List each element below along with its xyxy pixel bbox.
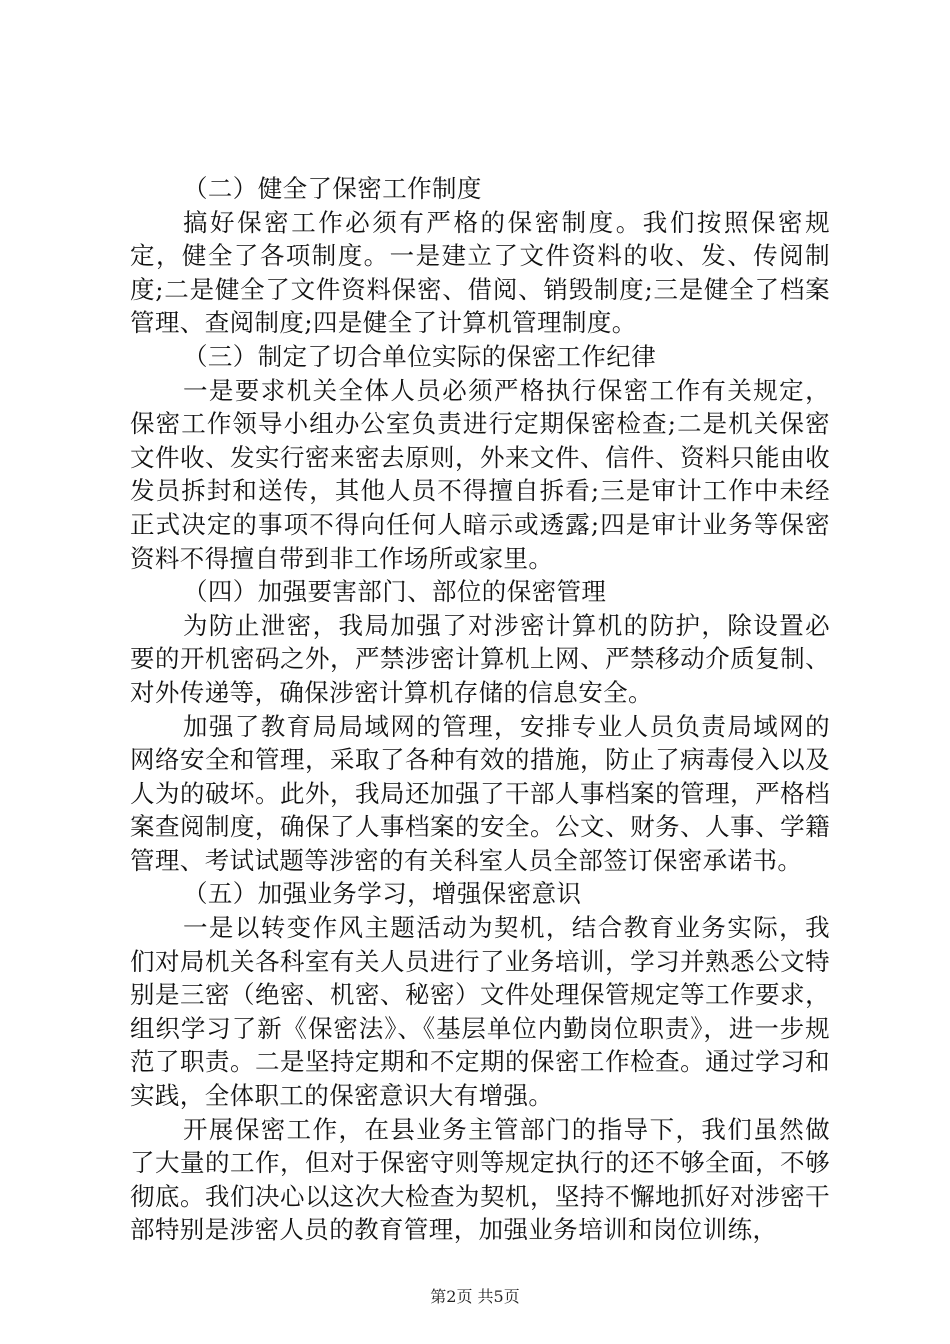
paragraph-training: 一是以转变作风主题活动为契机，结合教育业务实际，我们对局机关各科室有关人员进行了业务培训，学习并熟悉公文特别是三密（绝密、机密、秘密）文件处理保管规定等工作要求，组织学习了新《保密法》、《基层单位内勤岗位职责》，进一步规范了职责。二是坚持定期和不定期的保密工作检查。通过学习和实践，全体职工的保密意识大有增强。	[130, 913, 830, 1111]
paragraph-conclusion: 开展保密工作，在县业务主管部门的指导下，我们虽然做了大量的工作，但对于保密守则等规定执行的还不够全面，不够彻底。我们决心以这次大检查为契机，坚持不懈地抓好对涉密干部特别是涉密人员的教育管理，加强业务培训和岗位训练，	[130, 1114, 830, 1245]
section-heading-2: （二）健全了保密工作制度	[183, 174, 482, 203]
paragraph-computer-security: 为防止泄密，我局加强了对涉密计算机的防护，除设置必要的开机密码之外，严禁涉密计算机上网、严禁移动介质复制、对外传递等，确保涉密计算机存储的信息安全。	[130, 610, 830, 707]
paragraph-rules: 搞好保密工作必须有严格的保密制度。我们按照保密规定，健全了各项制度。一是建立了文件资料的收、发、传阅制度;二是健全了文件资料保密、借阅、销毁制度;三是健全了档案管理、查阅制度;四是健全了计算机管理制度。	[130, 207, 830, 338]
section-heading-4: （四）加强要害部门、部位的保密管理	[183, 577, 607, 607]
section-heading-3: （三）制定了切合单位实际的保密工作纪律	[183, 341, 657, 371]
paragraph-network-management: 加强了教育局局域网的管理，安排专业人员负责局域网的网络安全和管理，采取了各种有效的措施，防止了病毒侵入以及人为的破坏。此外，我局还加强了干部人事档案的管理，严格档案查阅制度，确保了人事档案的安全。公文、财务、人事、学籍管理、考试试题等涉密的有关科室人员全部签订保密承诺书。	[130, 711, 830, 875]
section-heading-5: （五）加强业务学习，增强保密意识	[183, 879, 582, 909]
page-number: 第2页 共5页	[430, 1287, 520, 1306]
document-body	[130, 172, 830, 1247]
paragraph-discipline: 一是要求机关全体人员必须严格执行保密工作有关规定，保密工作领导小组办公室负责进行定期保密检查;二是机关保密文件收、发实行密来密去原则，外来文件、信件、资料只能由收发员拆封和送传，其他人员不得擅自拆看;三是审计工作中未经正式决定的事项不得向任何人暗示或透露;四是审计业务等保密资料不得擅自带到非工作场所或家里。	[130, 375, 830, 573]
